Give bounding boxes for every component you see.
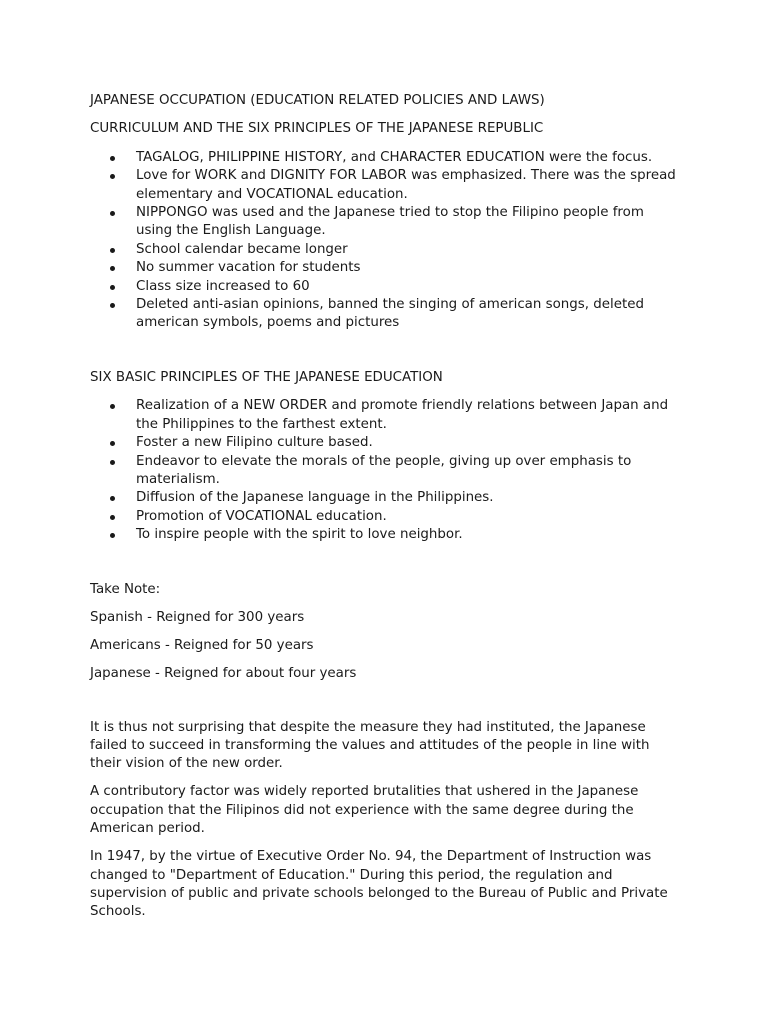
spacer [90,693,680,719]
list-item: Promotion of VOCATIONAL education. [136,508,680,526]
principles-list [90,397,680,544]
body-paragraph: It is thus not surprising that despite the measure they had instituted, the Japanese failed to succeed in transforming the values and attitudes of the people in line with their vision of the new order. [90,719,650,772]
list-item: Class size increased to 60 [136,278,680,296]
list-item: Deleted anti-asian opinions, banned the singing of american songs, deleted american symbols, poems and pictures [136,296,680,333]
list-item: TAGALOG, PHILIPPINE HISTORY, and CHARACTER EDUCATION were the focus. [136,149,680,167]
document-title: JAPANESE OCCUPATION (EDUCATION RELATED POLICIES AND LAWS) [90,93,545,108]
spacer [90,545,680,581]
list-item: Love for WORK and DIGNITY FOR LABOR was emphasized. There was the spread elementary and VOCATIONAL education. [136,167,680,204]
note-line-spanish: Spanish - Reigned for 300 years [90,609,305,625]
note-line-americans: Americans - Reigned for 50 years [90,637,314,653]
list-item: School calendar became longer [136,241,680,259]
list-item: No summer vacation for students [136,259,680,277]
list-item: Endeavor to elevate the morals of the people, giving up over emphasis to materialism. [136,453,680,490]
body-paragraph: A contributory factor was widely reported brutalities that ushered in the Japanese occupation that the Filipinos did not experience with the same degree during the American period. [90,784,639,837]
section-heading-principles: SIX BASIC PRINCIPLES OF THE JAPANESE EDUCATION [90,369,443,385]
list-item: NIPPONGO was used and the Japanese tried to stop the Filipino people from using the English Language. [136,204,680,241]
body-paragraph: In 1947, by the virtue of Executive Order No. 94, the Department of Instruction was changed to "Department of Education." During this period, the regulation and supervision of public and private schools belonged to the Bureau of Public and Private Schools. [90,849,668,920]
curriculum-list [90,149,680,333]
spacer [90,333,680,369]
section-heading-curriculum: CURRICULUM AND THE SIX PRINCIPLES OF THE JAPANESE REPUBLIC [90,121,544,137]
list-item: Realization of a NEW ORDER and promote friendly relations between Japan and the Philippines to the farthest extent. [136,397,680,434]
note-line-japanese: Japanese - Reigned for about four years [90,665,357,681]
document-page [90,92,680,931]
list-item: Diffusion of the Japanese language in the Philippines. [136,489,680,507]
take-note-label: Take Note: [90,581,161,597]
list-item: To inspire people with the spirit to love neighbor. [136,526,680,544]
list-item: Foster a new Filipino culture based. [136,434,680,452]
